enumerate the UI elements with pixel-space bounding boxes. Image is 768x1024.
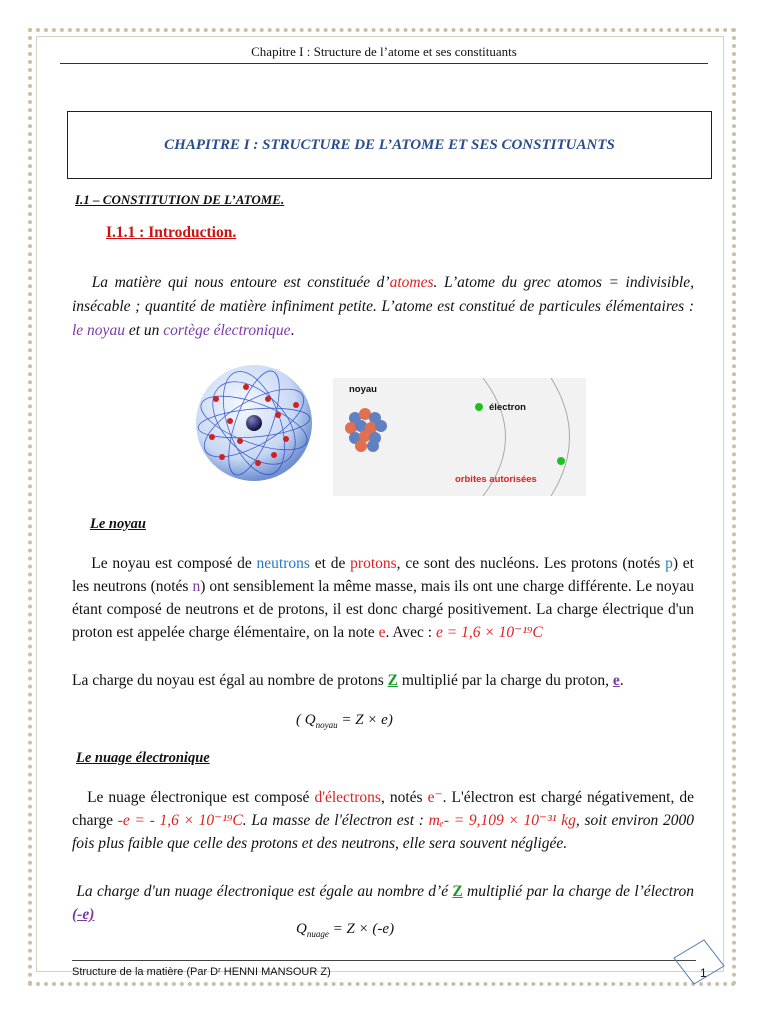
footer-divider [72,960,696,961]
chapter-title: CHAPITRE I : STRUCTURE DE L’ATOME ET SES CONSTITUANTS [164,136,615,153]
section-heading: I.1 – CONSTITUTION DE L’ATOME. [75,192,285,207]
formula-q-noyau: ( $Q_{noyau} = Z \times e$) [296,712,393,730]
formula-q-nuage: $Q_{nuage} = Z \times (-e)$ [296,921,395,939]
atom-illustration [186,359,322,487]
charge-noyau-paragraph: La charge du noyau est égal au nombre de protons Z multiplié par la charge du proton, e. [72,672,624,689]
intro-paragraph: La matière qui nous entoure est constituée d’atomes. L’atome du grec atomos = indivisible, insécable ; quantité de matière infiniment petite. L’atome est constitué de particules élémentaires : le noyau et un cortège électronique. [72,274,694,339]
charge-nuage-paragraph: La charge d'un nuage électronique est égale au nombre d’é Z multiplié par la charge de l’électron (-e) [72,883,695,923]
page-corner-icon [668,936,728,986]
chapter-title-box [67,111,712,179]
orbits-label: orbites autorisées [455,474,537,485]
electron-label: électron [489,402,526,413]
running-header: Chapitre I : Structure de l’atome et ses constituants [60,44,708,64]
noyau-heading: Le noyau [90,516,146,532]
nuage-heading: Le nuage électronique [76,750,210,766]
footer-author: Structure de la matière (Par Dʳ HENNI MANSOUR Z) [72,966,331,978]
nucleus-orbit-illustration [333,378,586,496]
nuage-paragraph: Le nuage électronique est composé d'électrons, notés e⁻. L'électron est chargé négativement, de charge -e = - 1,6 × 10⁻¹⁹C. La masse de l'électron est : mₑ- = 9,109 × 10⁻³¹ kg, soit environ 2000 fois plus faible que celle des protons et des neutrons, elle sera souvent négligée. [72,789,695,852]
noyau-paragraph: Le noyau est composé de neutrons et de protons, ce sont des nucléons. Les protons (notés p) et les neutrons (notés n) ont sensiblement la même masse, mais ils ont une charge différente. Le noyau étant composé de neutrons et de protons, il est donc chargé positivement. La charge électrique d'un proton est appelée charge élémentaire, on la note e. Avec : e = 1,6 × 10⁻¹⁹C [72,555,694,641]
page-number: 1 [700,966,707,980]
noyau-label: noyau [349,384,377,395]
subsection-heading: I.1.1 : Introduction. [106,224,237,241]
